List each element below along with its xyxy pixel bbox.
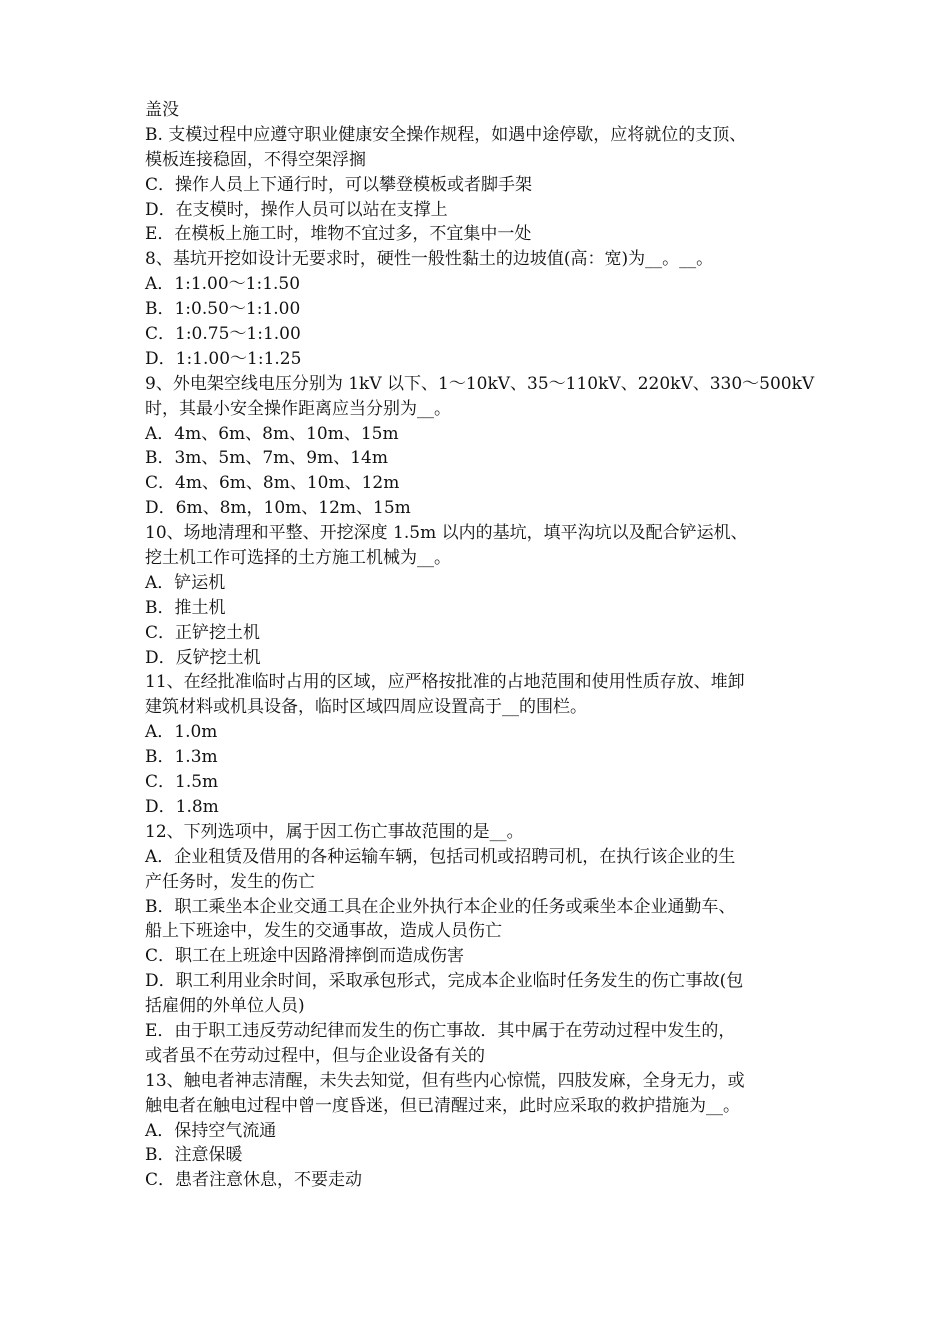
document-body: [145, 98, 820, 1193]
text-line: 盖没: [145, 100, 179, 120]
option-line: 产任务时，发生的伤亡: [145, 871, 315, 892]
question-line: 时，其最小安全操作距离应当分别为__。: [145, 398, 451, 419]
question-line: 挖土机工作可选择的土方施工机械为__。: [145, 548, 451, 569]
question-line: 9、外电架空线电压分别为 1kV 以下、1～10kV、35～110kV、220kV、330～500kV: [145, 373, 815, 394]
option-line: C．4m、6m、8m、10m、12m: [145, 473, 400, 494]
question-line: 触电者在触电过程中曾一度昏迷，但已清醒过来，此时应采取的救护措施为__。: [145, 1095, 740, 1116]
option-line: 船上下班途中，发生的交通事故，造成人员伤亡: [145, 921, 502, 942]
option-line: E．由于职工违反劳动纪律而发生的伤亡事故．其中属于在劳动过程中发生的，: [145, 1020, 736, 1041]
option-line: A．企业租赁及借用的各种运输车辆，包括司机或招聘司机，在执行该企业的生: [145, 846, 736, 867]
option-line: D．职工利用业余时间，采取承包形式，完成本企业临时任务发生的伤亡事故(包: [145, 971, 744, 992]
option-line: B．职工乘坐本企业交通工具在企业外执行本企业的任务或乘坐本企业通勤车、: [145, 896, 736, 917]
question-line: 12、下列选项中，属于因工伤亡事故范围的是__。: [145, 821, 524, 842]
question-line: 8、基坑开挖如设计无要求时，硬性一般性黏土的边坡值(高：宽)为__。__。: [145, 249, 714, 270]
text-line: B. 支模过程中应遵守职业健康安全操作规程，如遇中途停歇，应将就位的支顶、: [145, 124, 747, 145]
option-line: B．注意保暖: [145, 1145, 243, 1166]
question-line: 10、场地清理和平整、开挖深度 1.5m 以内的基坑，填平沟坑以及配合铲运机、: [145, 523, 748, 544]
option-line: B．推土机: [145, 597, 226, 618]
option-line: D．6m、8m，10m、12m、15m: [145, 498, 411, 519]
option-line: B．3m、5m、7m、9m、14m: [145, 448, 388, 469]
question-line: 建筑材料或机具设备，临时区域四周应设置高于__的围栏。: [145, 697, 587, 718]
option-line: C．患者注意休息，不要走动: [145, 1170, 363, 1191]
option-line: 或者虽不在劳动过程中，但与企业设备有关的: [145, 1045, 485, 1066]
question-line: 11、在经批准临时占用的区域，应严格按批准的占地范围和使用性质存放、堆卸: [145, 672, 745, 693]
option-line: A．保持空气流通: [145, 1120, 277, 1141]
option-line: D．1.8m: [145, 796, 219, 817]
text-line: D．在支模时，操作人员可以站在支撑上: [145, 199, 448, 220]
option-line: A．4m、6m、8m、10m、15m: [145, 423, 399, 444]
option-line: B．1.3m: [145, 747, 218, 768]
question-line: 13、触电者神志清醒，未失去知觉，但有些内心惊慌，四肢发麻，全身无力，或: [145, 1070, 745, 1091]
option-line: C．1:0.75～1:1.00: [145, 324, 301, 345]
option-line: C．1.5m: [145, 772, 219, 793]
text-line: C．操作人员上下通行时，可以攀登模板或者脚手架: [145, 174, 533, 195]
option-line: D．1:1.00～1:1.25: [145, 348, 302, 369]
option-line: A．铲运机: [145, 572, 226, 593]
option-line: A．1.0m: [145, 722, 218, 743]
option-line: A．1:1.00～1:1.50: [145, 274, 301, 295]
option-line: D．反铲挖土机: [145, 647, 261, 668]
option-line: C．正铲挖土机: [145, 622, 261, 643]
option-line: B．1:0.50～1:1.00: [145, 299, 301, 320]
text-line: 模板连接稳固，不得空架浮搁: [145, 149, 366, 170]
option-line: C．职工在上班途中因路滑摔倒而造成伤害: [145, 946, 465, 967]
text-line: E．在模板上施工时，堆物不宜过多，不宜集中一处: [145, 224, 532, 245]
option-line: 括雇佣的外单位人员): [145, 996, 305, 1017]
